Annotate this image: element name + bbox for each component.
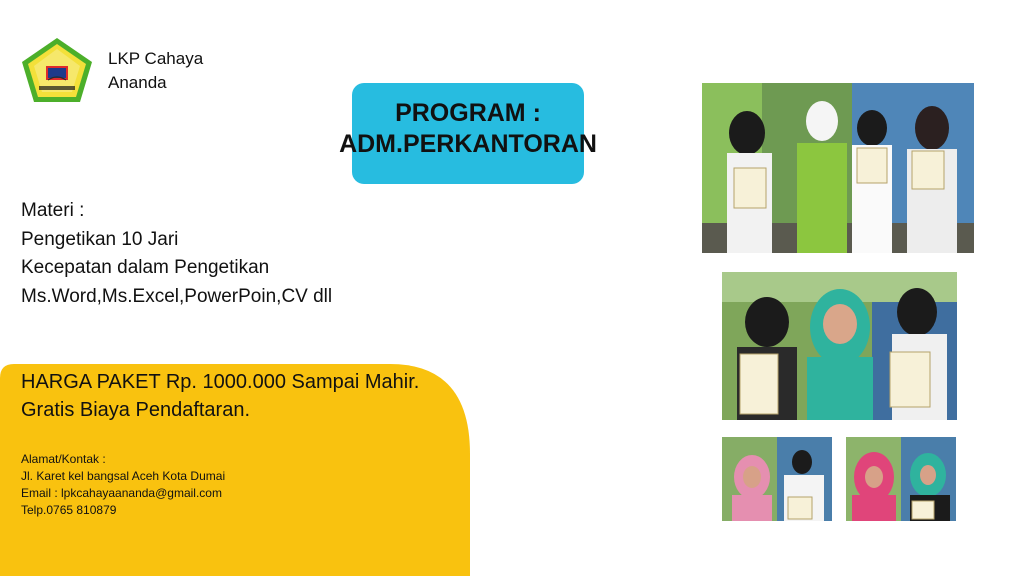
photo-pair-2 — [846, 437, 956, 521]
organization-name — [108, 47, 238, 95]
photo-group-4-students — [702, 83, 974, 253]
photo-pair-1 — [722, 437, 832, 521]
contact-email: Email : lpkcahayaananda@gmail.com — [21, 486, 222, 500]
org-name-line2: Ananda — [108, 73, 167, 92]
contact-address: Jl. Karet kel bangsal Aceh Kota Dumai — [21, 469, 226, 483]
lkp-logo — [20, 36, 94, 104]
registration-line: Gratis Biaya Pendaftaran. — [21, 399, 251, 421]
program-title-line2: ADM.PERKANTORAN — [339, 130, 597, 158]
materi-section — [21, 197, 332, 311]
contact-section — [21, 451, 225, 519]
materi-heading: Materi : — [21, 200, 85, 221]
contact-phone: Telp.0765 810879 — [21, 503, 117, 517]
materi-item: Pengetikan 10 Jari — [21, 228, 179, 250]
materi-item: Ms.Word,Ms.Excel,PowerPoin,CV dll — [21, 285, 333, 307]
program-title — [326, 98, 610, 160]
program-title-line1: PROGRAM : — [395, 99, 541, 127]
contact-heading: Alamat/Kontak : — [21, 452, 106, 466]
materi-item: Kecepatan dalam Pengetikan — [21, 257, 270, 278]
price-line: HARGA PAKET Rp. 1000.000 Sampai Mahir. — [21, 371, 420, 393]
price-section — [21, 368, 419, 424]
photo-group-3-students — [722, 272, 957, 420]
org-name-line1: LKP Cahaya — [108, 49, 204, 68]
